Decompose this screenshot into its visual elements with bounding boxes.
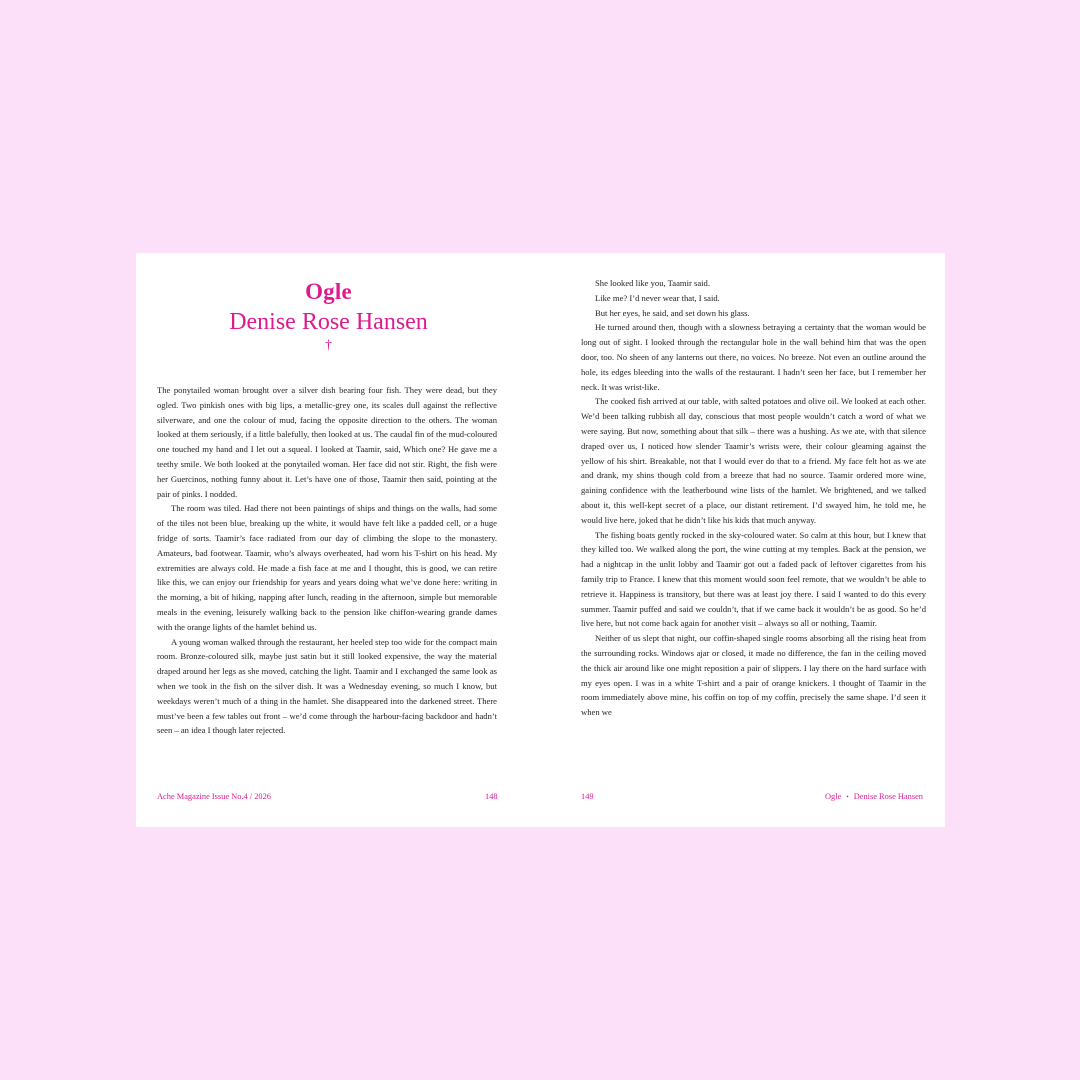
magazine-spread (136, 253, 945, 827)
paragraph: Neither of us slept that night, our coffin-shaped single rooms absorbing all the rising heat from the surrounding rocks. Windows ajar or closed, it made no difference, the fan in the ceiling moved the thick air around like one might reposition a pair of slippers. I lay there on the hard surface with my eyes open. I was in a white T-shirt and a pair of orange knickers. I thought of Taamir in the room immediately above mine, his coffin on top of my coffin, precisely the same shape. I’d seen it when we (581, 633, 926, 718)
paragraph: The cooked fish arrived at our table, with salted potatoes and olive oil. We looked at each other. We’d been talking rubbish all day, conscious that most people wouldn’t catch a word of what we were saying. But now, something about that silk – there was a hushing. As we ate, with that silence draped over us, I noticed how slender Taamir’s wrists were, their colour gleaming against the yellow of his shirt. Breakable, not that I would ever do that to a friend. My face felt hot as we ate and drank, my shins though cold from a breeze that had no source. Taamir ordered more wine, gaining confidence with the leatherbound wine lists of the hamlet. We brightened, and we talked about it, this well-kept secret of a place, our distant retirement. I’d swayed him, he told me, he would live here, joked that he didn’t like his kids that much anyway. (581, 396, 926, 525)
running-head-title: Ogle (824, 792, 842, 801)
publication-footer: Ache Magazine Issue No.4 / 2026 (157, 792, 271, 801)
page-number-right: 149 (581, 792, 594, 801)
right-body-text (581, 276, 926, 720)
paragraph: But her eyes, he said, and set down his glass. (595, 307, 750, 318)
paragraph: Like me? I’d never wear that, I said. (595, 292, 720, 303)
running-head-author: Denise Rose Hansen (853, 792, 923, 801)
author-name: Denise Rose Hansen (229, 309, 428, 335)
paragraph: She looked like you, Taamir said. (595, 278, 710, 288)
paragraph: The room was tiled. Had there not been paintings of ships and things on the walls, had some of the tiles not been blue, breaking up the white, it would have felt like a padded cell, or a huge fridge of sorts. Taamir’s face radiated from our day of climbing the slope to the monastery. Amateurs, bad footwear. Taamir, who’s always overheated, had worn his T-shirt on his head. My extremities are always cold. He made a fish face at me and I thought, this is good, we can retire like this, we can enjoy our friendship for years and years doing what we’ve done here: writing in the morning, a bit of hiking, napping after lunch, reading in the afternoon, simple but memorable meals in the evening, leisurely walking back to the pension like chiffon-wearing grande dames with the orange lights of the hamlet behind us. (157, 503, 497, 632)
paragraph: A young woman walked through the restaurant, her heeled step too wide for the compact main room. Bronze-coloured silk, maybe just satin but it still looked expensive, the way the material draped around her legs as she moved, catching the light. Taamir and I exchanged the same look as when we took in the fish on the silver dish. It was a Wednesday evening, so much I know, but weekdays weren’t much of a thing in the hamlet. She disappeared into the darkened street. There must’ve been a few tables out front – we’d come through the harbour-facing backdoor and hadn’t seen – an idea I though later rejected. (157, 636, 497, 736)
paragraph: The ponytailed woman brought over a silver dish bearing four fish. They were dead, but they ogled. Two pinkish ones with big lips, a metallic-grey one, its scales dull against the reflective silverware, and one the colour of mud, facing the opposite direction to the others. The woman looked at them seriously, if a little balefully, then looked at us. The caudal fin of the mud-coloured one touched my hand and I let out a squeal. I looked at Taamir, said, Which one? He gave me a teethy smile. We both looked at the ponytailed woman. Her face did not stir. Right, the fish were her Guercinos, nothing funny about it. Let’s have one of those, Taamir then said, pointing at the pair of pinks. I nodded. (157, 385, 497, 499)
left-page (136, 253, 540, 827)
paragraph: The fishing boats gently rocked in the sky-coloured water. So calm at this hour, but I knew that they killed too. We walked along the port, the wine cutting at my temples. Back at the pension, we had a nightcap in the unlit lobby and Taamir got out a faded pack of leftover cigarettes from his family trip to France. I knew that this moment would soon feel remote, that we wouldn’t be able to retrieve it. Happiness is transitory, but there was at least joy there. I said I wanted to do this every summer. Taamir puffed and said we couldn’t, that if we came back it wouldn’t be as good. So he’d live here, but not come back again for another visit – always so all or nothing, Taamir. (581, 529, 926, 629)
paragraph: He turned around then, though with a slowness betraying a certainty that the woman would be long out of sight. I looked through the rectangular hole in the wall behind him that was the open door, too. No sheen of any lanterns out there, no voices. No breeze. Not even an outline around the hole, its edges bleeding into the walls of the restaurant. I hadn’t seen her face, but I remember her neck. It was wrist-like. (581, 322, 926, 392)
title-block (136, 279, 521, 354)
dagger-ornament-icon: † (325, 338, 332, 353)
left-body-text (157, 383, 497, 738)
page-number-left: 148 (485, 792, 498, 801)
story-title: Ogle (305, 279, 352, 304)
bullet-separator-icon: • (846, 793, 849, 801)
running-head (825, 792, 923, 801)
right-page (540, 253, 945, 827)
